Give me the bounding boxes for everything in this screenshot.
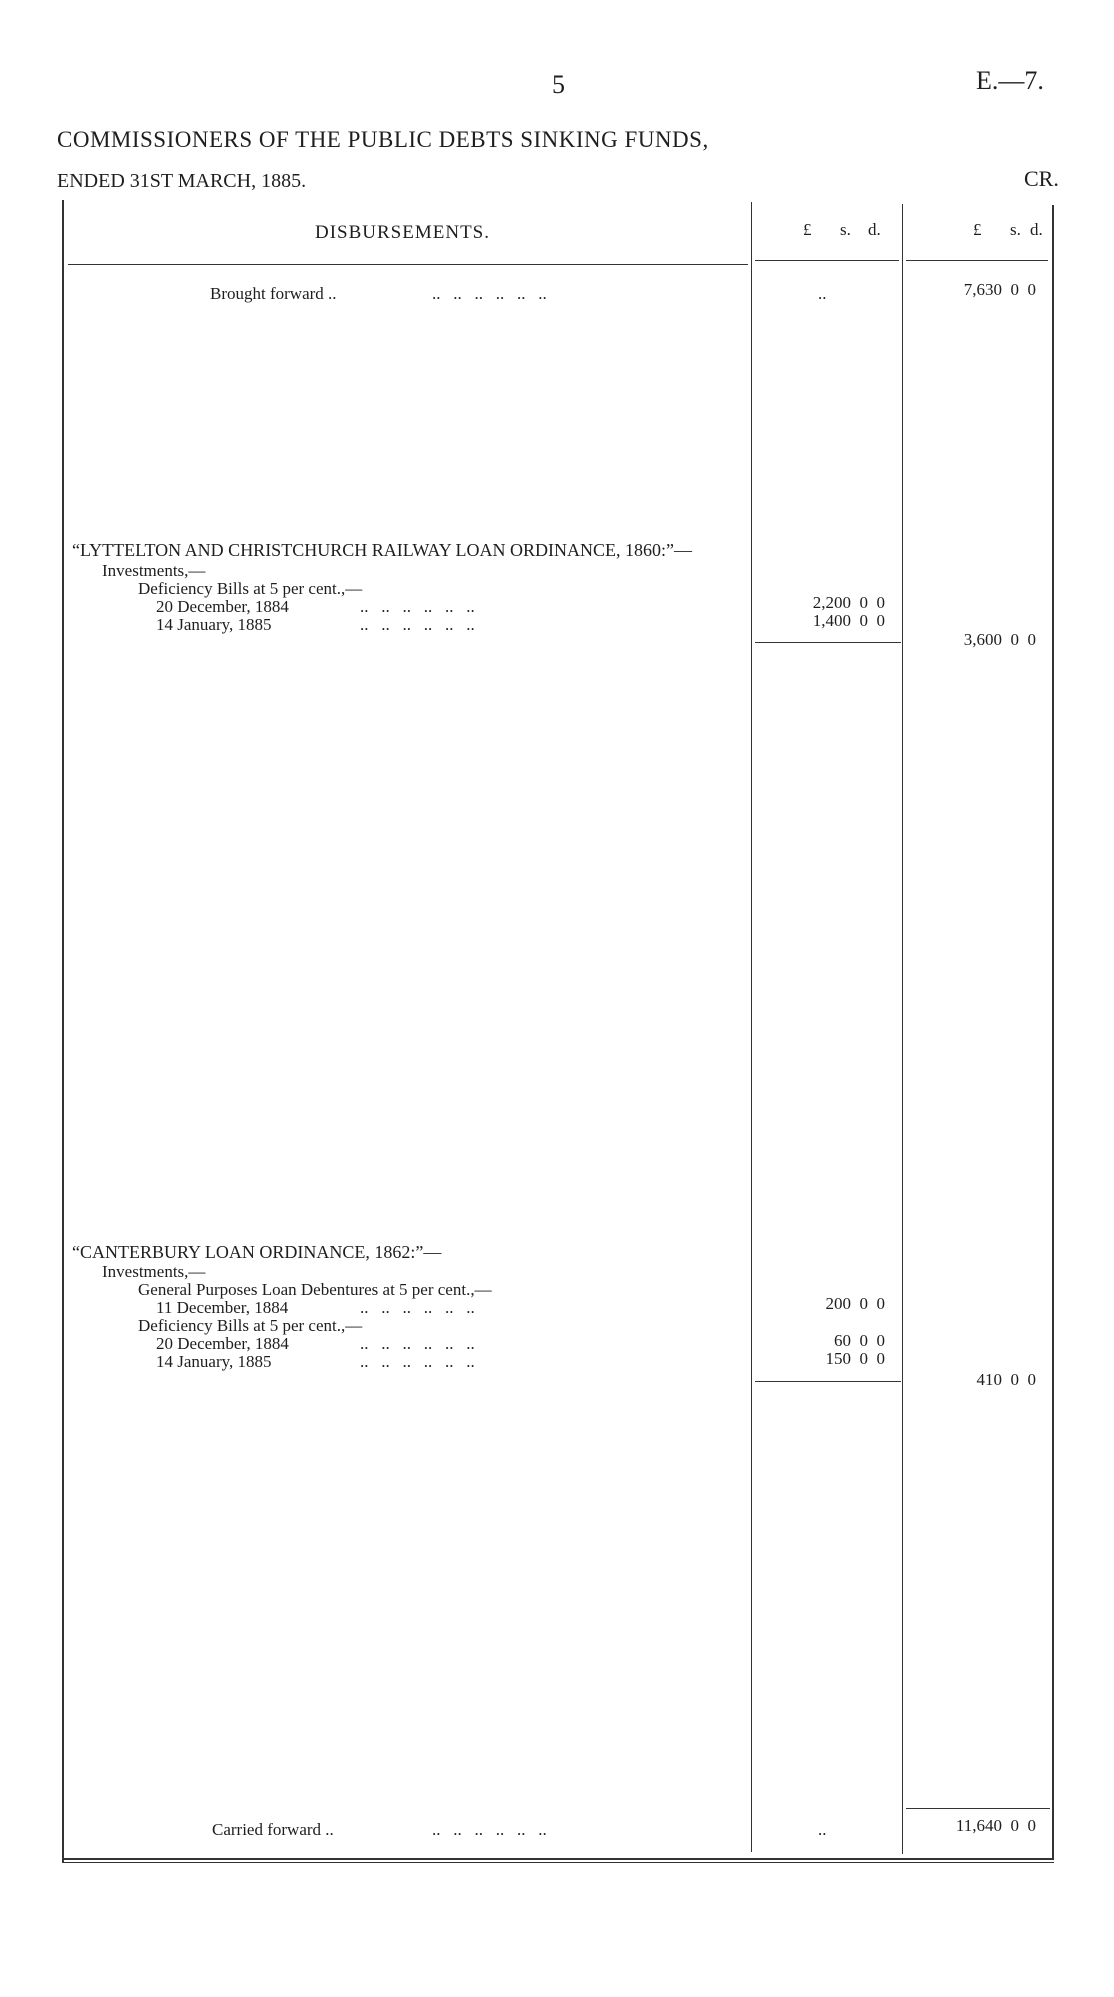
row-date: 20 December, 1884 bbox=[156, 597, 289, 616]
section-total: 410 0 0 bbox=[976, 1370, 1036, 1389]
carried-forward-label: Carried forward .. bbox=[212, 1820, 334, 1839]
section-heading: “CANTERBURY LOAN ORDINANCE, 1862:”— bbox=[72, 1242, 442, 1262]
row-amount: 200 0 0 bbox=[825, 1294, 885, 1313]
row-date: 14 January, 1885 bbox=[156, 1352, 272, 1371]
column-header-pounds-1: £ bbox=[803, 220, 812, 239]
section-heading: “LYTTELTON AND CHRISTCHURCH RAILWAY LOAN ORDINANCE, 1860:”— bbox=[72, 540, 693, 560]
column-header-disbursements: DISBURSEMENTS. bbox=[315, 222, 490, 243]
carried-forward-amount: 11,640 0 0 bbox=[955, 1816, 1036, 1835]
leader-dots: .. .. .. .. .. .. bbox=[360, 1334, 475, 1353]
brought-forward-amount: 7,630 0 0 bbox=[963, 280, 1036, 299]
page-subtitle: ENDED 31ST MARCH, 1885. bbox=[57, 170, 307, 192]
leader-dots: .. .. .. .. .. .. bbox=[360, 615, 475, 634]
page-title: COMMISSIONERS OF THE PUBLIC DEBTS SINKING FUNDS, bbox=[57, 127, 709, 152]
subtotal-rule bbox=[755, 1381, 901, 1382]
column-header-pence-2: d. bbox=[1030, 220, 1043, 239]
investments-label: Investments,— bbox=[102, 561, 206, 580]
leader-dots: .. .. .. .. .. .. bbox=[432, 1820, 547, 1839]
column-header-shillings-2: s. bbox=[1010, 220, 1021, 239]
leader-dots: .. .. .. .. .. .. bbox=[432, 284, 547, 303]
deficiency-label: Deficiency Bills at 5 per cent.,— bbox=[138, 579, 363, 598]
row-date: 14 January, 1885 bbox=[156, 615, 272, 634]
row-date: 20 December, 1884 bbox=[156, 1334, 289, 1353]
carried-forward-col1: .. bbox=[818, 1820, 827, 1839]
row-amount: 150 0 0 bbox=[825, 1349, 885, 1368]
brought-forward-label: Brought forward .. bbox=[210, 284, 337, 303]
subtotal-rule bbox=[755, 642, 901, 643]
row-amount: 2,200 0 0 bbox=[812, 593, 885, 612]
general-purposes-label: General Purposes Loan Debentures at 5 per cent.,— bbox=[138, 1280, 492, 1299]
side-label: CR. bbox=[1024, 166, 1059, 191]
investments-label: Investments,— bbox=[102, 1262, 206, 1281]
brought-forward-col1: .. bbox=[818, 284, 827, 303]
row-amount: 1,400 0 0 bbox=[812, 611, 885, 630]
total-rule bbox=[906, 1808, 1050, 1809]
deficiency-label: Deficiency Bills at 5 per cent.,— bbox=[138, 1316, 363, 1335]
column-header-pence-1: d. bbox=[868, 220, 881, 239]
leader-dots: .. .. .. .. .. .. bbox=[360, 1298, 475, 1317]
row-amount: 60 0 0 bbox=[834, 1331, 885, 1350]
column-header-shillings-1: s. bbox=[840, 220, 851, 239]
leader-dots: .. .. .. .. .. .. bbox=[360, 597, 475, 616]
page-reference: E.—7. bbox=[976, 66, 1044, 95]
row-date: 11 December, 1884 bbox=[156, 1298, 289, 1317]
leader-dots: .. .. .. .. .. .. bbox=[360, 1352, 475, 1371]
section-total: 3,600 0 0 bbox=[963, 630, 1036, 649]
column-header-pounds-2: £ bbox=[973, 220, 982, 239]
page-number: 5 bbox=[552, 70, 565, 99]
